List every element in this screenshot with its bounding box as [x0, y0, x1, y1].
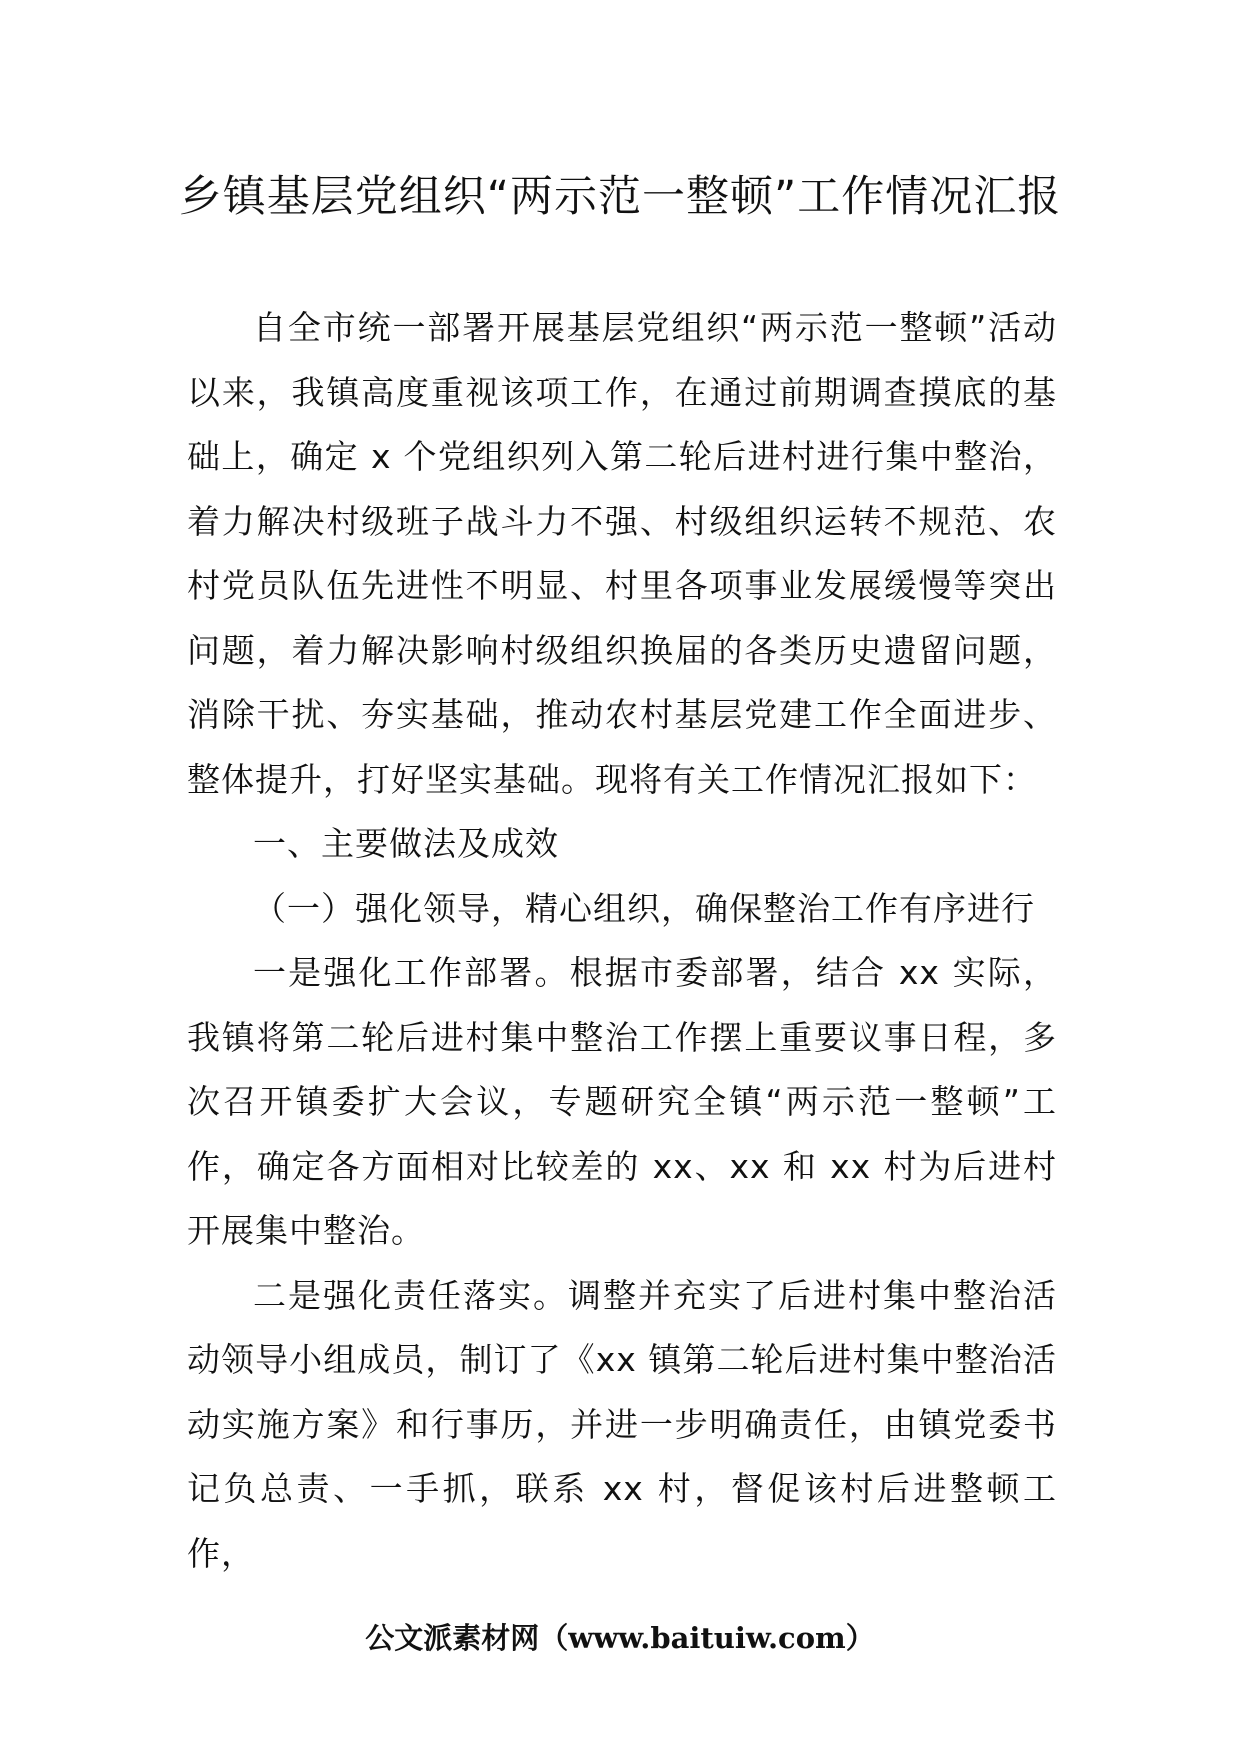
body-paragraph: 一是强化工作部署。根据市委部署，结合 xx 实际，我镇将第二轮后进村集中整治工作摆上重要议事日程，多次召开镇委扩大会议，专题研究全镇“两示范一整顿”工作，确定各方面相对比较差的 xx、xx 和 xx 村为后进村开展集中整治。 [187, 953, 1057, 1250]
document-title: 乡镇基层党组织“两示范一整顿”工作情况汇报 [178, 172, 1062, 222]
document-body [187, 296, 1057, 1586]
footer-watermark: 公文派素材网（www.baituiw.com） [365, 1621, 875, 1655]
section-heading: 一、主要做法及成效 [253, 824, 559, 863]
intro-paragraph: 自全市统一部署开展基层党组织“两示范一整顿”活动以来，我镇高度重视该项工作，在通过前期调查摸底的基础上，确定 x 个党组织列入第二轮后进村进行集中整治，着力解决村级班子战斗力不强、村级组织运转不规范、农村党员队伍先进性不明显、村里各项事业发展缓慢等突出问题，着力解决影响村级组织换届的各类历史遗留问题，消除干扰、夯实基础，推动农村基层党建工作全面进步、整体提升，打好坚实基础。现将有关工作情况汇报如下： [187, 308, 1057, 799]
body-paragraph: 二是强化责任落实。调整并充实了后进村集中整治活动领导小组成员，制订了《xx 镇第二轮后进村集中整治活动实施方案》和行事历，并进一步明确责任，由镇党委书记负总责、一手抓，联系 xx 村，督促该村后进整顿工作， [187, 1275, 1057, 1573]
subsection-heading: （一）强化领导，精心组织，确保整治工作有序进行 [253, 888, 1035, 928]
